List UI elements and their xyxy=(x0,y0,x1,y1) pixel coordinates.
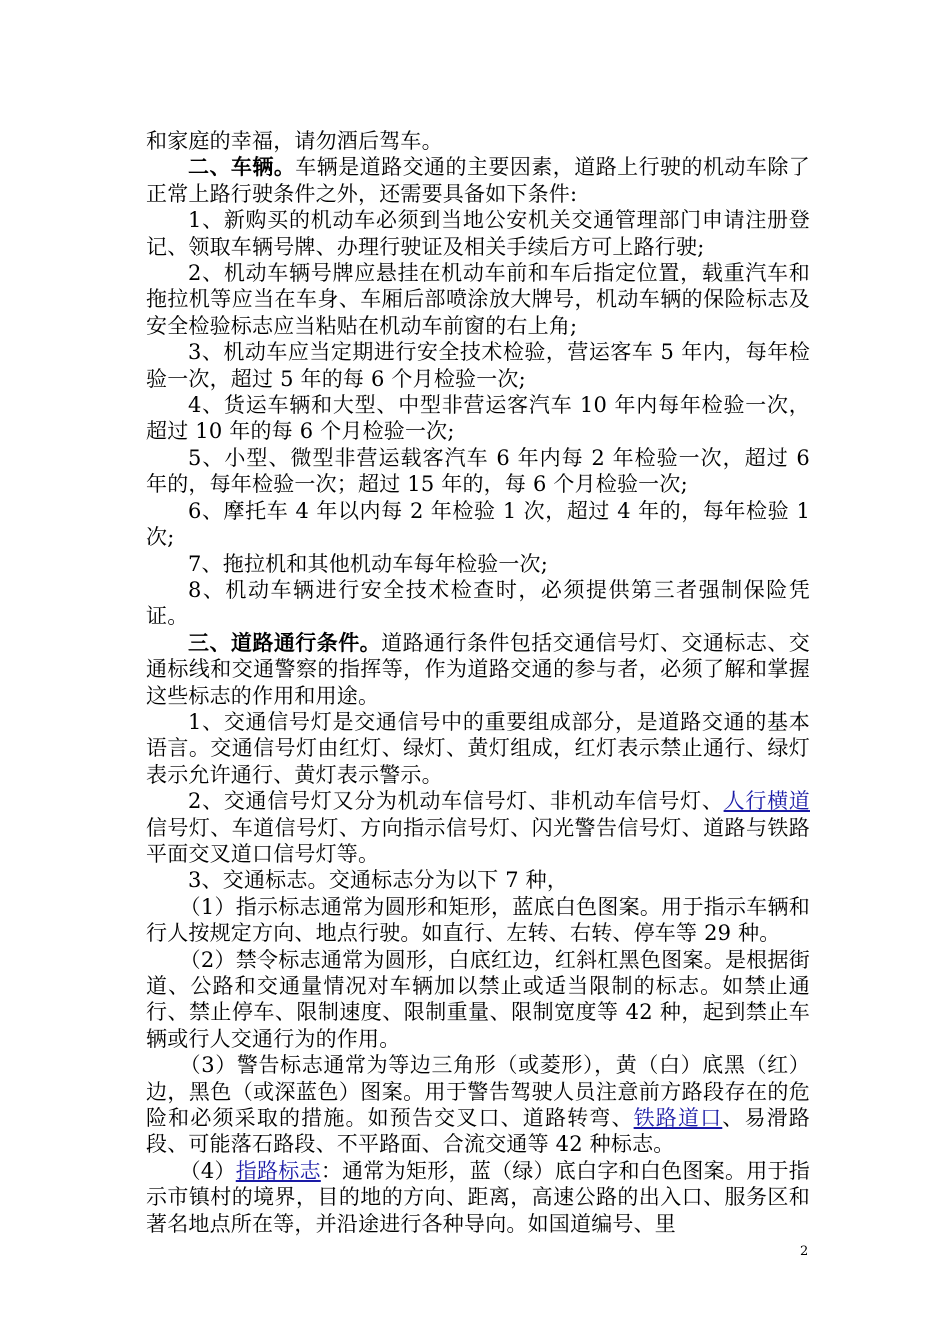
heading-label: 三、道路通行条件。 xyxy=(188,629,382,655)
heading-text: 道路通行条件包括交通信号灯、交通标志、交通标线和交通警察的指挥等，作为道路交通的参与者，必须了解和掌握这些标志的作用和用途。 xyxy=(146,630,810,708)
list-item: （1）指示标志通常为圆形和矩形，蓝底白色图案。用于指示车辆和行人按规定方向、地点行驶。如直行、左转、右转、停车等 29 种。 xyxy=(146,894,810,946)
heading-text: 车辆是道路交通的主要因素，道路上行驶的机动车除了正常上路行驶条件之外，还需要具备如下条件: xyxy=(146,155,810,206)
text-after-link: ：通常为矩形，蓝（绿）底白字和白色图案。用于指示市镇村的境界，目的地的方向、距离，高速公路的出入口、服务区和著名地点所在等，并沿途进行各种导向。如国道编号、里 xyxy=(146,1158,810,1236)
list-item: 3、交通标志。交通标志分为以下 7 种， xyxy=(188,868,569,893)
list-item: 6、摩托车 4 年以内每 2 年检验 1 次，超过 4 年的，每年检验 1 次; xyxy=(146,498,810,550)
list-item: 1、新购买的机动车必须到当地公安机关交通管理部门申请注册登记、领取车辆号牌、办理行驶证及相关手续后方可上路行驶; xyxy=(146,208,810,259)
list-item: 4、货运车辆和大型、中型非营运客汽车 10 年内每年检验一次，超过 10 年的每 6 个月检验一次; xyxy=(146,393,810,444)
list-item: 7、拖拉机和其他机动车每年检验一次; xyxy=(188,551,549,576)
section-heading-road-conditions xyxy=(146,630,810,709)
text-before-link: （4） xyxy=(179,1158,236,1183)
list-item: 1、交通信号灯是交通信号中的重要组成部分，是道路交通的基本语言。交通信号灯由红灯、绿灯、黄灯组成，红灯表示禁止通行、绿灯表示允许通行、黄灯表示警示。 xyxy=(146,709,810,787)
document-body xyxy=(146,128,810,1237)
list-item: 2、机动车辆号牌应悬挂在机动车前和车后指定位置，载重汽车和拖拉机等应当在车身、车厢后部喷涂放大牌号，机动车辆的保险标志及安全检验标志应当粘贴在机动车前窗的右上角; xyxy=(146,261,810,338)
link-crosswalk[interactable]: 人行横道 xyxy=(723,789,810,814)
heading-label: 二、车辆。 xyxy=(188,154,296,180)
page-number: 2 xyxy=(800,1244,809,1259)
text-before-link: （3）警告标志通常为等边三角形（或菱形），黄（白）底黑（红）边，黑色（或深蓝色）图案。用于警告驾驶人员注意前方路段存在的危险和必须采取的措施。如预告交叉口、道路转弯、 xyxy=(146,1053,810,1131)
list-item: 5、小型、微型非营运载客汽车 6 年内每 2 年检验一次，超过 6 年的，每年检验一次；超过 15 年的，每 6 个月检验一次; xyxy=(146,445,810,497)
link-railway-crossing[interactable]: 铁路道口 xyxy=(633,1106,723,1131)
link-guide-signs[interactable]: 指路标志 xyxy=(235,1158,321,1183)
list-item: （2）禁令标志通常为圆形，白底红边，红斜杠黑色图案。是根据街道、公路和交通量情况对车辆加以禁止或适当限制的标志。如禁止通行、禁止停车、限制速度、限制重量、限制宽度等 42 种，起到禁止车辆或行人交通行为的作用。 xyxy=(146,947,810,1051)
text-after-link: 信号灯、车道信号灯、方向指示信号灯、闪光警告信号灯、道路与铁路平面交叉道口信号灯等。 xyxy=(146,815,810,866)
text-before-link: 2、交通信号灯又分为机动车信号灯、非机动车信号灯、 xyxy=(188,789,724,814)
list-item-with-link xyxy=(146,1158,810,1237)
text-after-link: 、易滑路段、可能落石路段、不平路面、合流交通等 42 种标志。 xyxy=(146,1106,810,1157)
paragraph-0: 和家庭的幸福，请勿酒后驾车。 xyxy=(146,129,443,153)
section-heading-vehicles xyxy=(146,154,810,207)
list-item-with-link xyxy=(146,1052,810,1158)
list-item-with-link xyxy=(146,788,810,867)
list-item: 8、机动车辆进行安全技术检查时，必须提供第三者强制保险凭证。 xyxy=(146,577,810,629)
list-item: 3、机动车应当定期进行安全技术检验，营运客车 5 年内，每年检验一次，超过 5 年的每 6 个月检验一次; xyxy=(146,340,810,391)
